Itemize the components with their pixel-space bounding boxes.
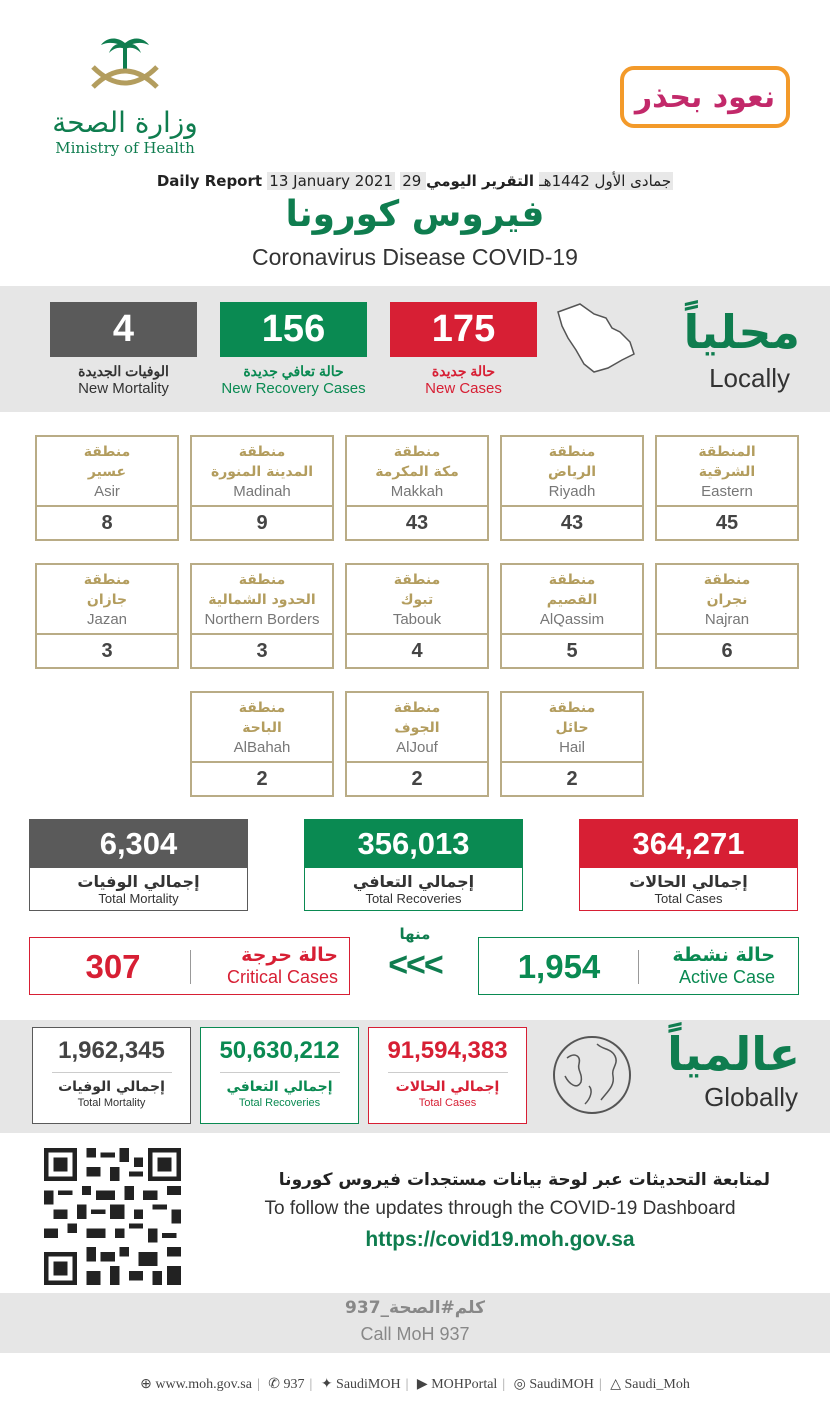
total-recoveries-card [304, 819, 523, 911]
new-cases-value: 175 [390, 302, 537, 357]
new-cases-label-en: New Cases [425, 380, 502, 397]
new-recovery-label-en: New Recovery Cases [221, 380, 366, 397]
page-title-en: Coronavirus Disease COVID-19 [252, 244, 578, 270]
new-mortality-label-en: New Mortality [78, 380, 169, 397]
critical-cases-card [29, 937, 350, 995]
new-recovery-label-ar: حالة تعافي جديدة [243, 363, 344, 379]
critical-cases-value: 307 [85, 948, 141, 985]
divider [638, 950, 639, 984]
palm-swords-emblem-icon [75, 35, 175, 97]
region-name-en: AlQassim [539, 611, 605, 628]
region-name-en: Northern Borders [204, 611, 320, 628]
region-name-ar: القصيم [546, 592, 598, 608]
region-value: 43 [405, 512, 429, 534]
globe-small-icon: ⊕ [140, 1377, 152, 1392]
total-mortality-label-en: Total Mortality [98, 891, 179, 906]
gregorian-date: 13 January 2021 [269, 172, 393, 190]
total-cases-card [579, 819, 798, 911]
total-recoveries-label-en: Total Recoveries [365, 891, 462, 906]
global-recoveries-value: 50,630,212 [219, 1037, 340, 1064]
region-prefix: منطقة [548, 572, 596, 588]
total-mortality-value: 6,304 [30, 820, 247, 868]
active-cases-value: 1,954 [517, 948, 601, 985]
region-name-ar: مكة المكرمة [375, 464, 459, 480]
global-mortality-label-ar: إجمالي الوفيات [58, 1079, 165, 1095]
dashboard-link[interactable]: https://covid19.moh.gov.sa [365, 1228, 635, 1251]
page-title-ar: فيروس كورونا [285, 194, 545, 235]
campaign-logo [620, 66, 790, 128]
global-cases-card [368, 1027, 527, 1124]
region-card [500, 691, 644, 797]
region-card [345, 435, 489, 541]
region-name-ar: نجران [706, 592, 748, 608]
region-name-en: Jazan [86, 611, 128, 628]
twitter-link[interactable]: SaudiMOH [336, 1377, 401, 1392]
new-mortality-label-ar: الوفيات الجديدة [78, 363, 169, 379]
region-prefix: منطقة [548, 700, 596, 716]
divider [220, 1072, 340, 1073]
region-prefix: منطقة [238, 444, 286, 460]
footer-links: ⊕ www.moh.gov.sa | ✆ 937 | ✦ SaudiMOH | ▶ MOHPortal | ◎ SaudiMOH | △ Saudi_Moh [140, 1377, 690, 1392]
critical-cases-label-ar: حالة حرجة [241, 944, 338, 966]
call-hashtag-ar: كلم#الصحة_937 [345, 1298, 485, 1318]
snapchat-link[interactable]: Saudi_Moh [624, 1377, 690, 1392]
moh-logo [40, 35, 210, 155]
locally-label-ar: محلياً [683, 305, 800, 359]
report-date-line [0, 172, 830, 190]
region-value: 9 [256, 512, 268, 534]
active-cases-card [478, 937, 799, 995]
of-which-label: منها [399, 925, 431, 943]
region-name-en: AlJouf [396, 739, 438, 756]
region-value: 8 [101, 512, 113, 534]
region-name-ar: عسير [87, 464, 127, 480]
call-text-en: Call MoH 937 [360, 1324, 470, 1344]
region-card [190, 691, 334, 797]
phone-icon: ✆ [268, 1377, 280, 1392]
region-prefix: منطقة [238, 700, 286, 716]
region-name-en: Makkah [390, 483, 444, 500]
total-mortality-label-ar: إجمالي الوفيات [77, 872, 200, 891]
region-card [655, 435, 799, 541]
qr-code-icon[interactable] [44, 1148, 181, 1285]
region-value: 2 [411, 768, 423, 790]
divider [388, 1072, 508, 1073]
region-value: 2 [566, 768, 578, 790]
region-name-ar: جازان [86, 592, 128, 608]
region-card [500, 563, 644, 669]
global-recoveries-label-en: Total Recoveries [238, 1097, 321, 1109]
total-recoveries-label-ar: إجمالي التعافي [352, 872, 475, 891]
active-cases-label [649, 944, 775, 988]
campaign-text: نعود بحذر [634, 79, 776, 115]
global-cases-label-en: Total Cases [418, 1097, 477, 1109]
region-value: 3 [256, 640, 268, 662]
region-name-ar: الحدود الشمالية [208, 592, 316, 608]
region-card [500, 435, 644, 541]
region-prefix: منطقة [393, 700, 441, 716]
global-cases-value: 91,594,383 [387, 1037, 508, 1064]
global-mortality-value: 1,962,345 [58, 1037, 165, 1064]
region-prefix: منطقة [393, 444, 441, 460]
critical-cases-label [200, 944, 338, 988]
region-card [190, 563, 334, 669]
global-recoveries-card [200, 1027, 359, 1124]
region-prefix: منطقة [393, 572, 441, 588]
total-mortality-card [29, 819, 248, 911]
youtube-link[interactable]: MOHPortal [431, 1377, 498, 1392]
saudi-map-icon [550, 298, 640, 378]
region-name-ar: الشرقية [698, 464, 756, 480]
region-name-ar: حائل [555, 720, 589, 736]
region-prefix: المنطقة [698, 444, 756, 460]
new-cases-label-ar: حالة جديدة [431, 363, 496, 379]
region-name-ar: تبوك [400, 592, 434, 608]
region-card [35, 435, 179, 541]
dashboard-text-en: To follow the updates through the COVID-19 Dashboard [264, 1198, 736, 1219]
snapchat-icon: △ [610, 1377, 622, 1392]
region-name-en: Asir [94, 483, 120, 500]
region-value: 4 [411, 640, 423, 662]
moh-name-en: Ministry of Health [55, 139, 195, 157]
global-cases-label-ar: إجمالي الحالات [395, 1079, 500, 1095]
total-cases-label-en: Total Cases [654, 891, 723, 906]
region-name-en: AlBahah [233, 739, 291, 756]
region-value: 3 [101, 640, 113, 662]
locally-label-en: Locally [709, 363, 790, 393]
active-cases-label-en: Active Case [678, 967, 775, 987]
region-card [345, 563, 489, 669]
globally-label-ar: عالمياً [667, 1027, 800, 1081]
region-card [190, 435, 334, 541]
region-prefix: منطقة [703, 572, 751, 588]
region-name-en: Hail [559, 739, 585, 756]
new-cases-label [390, 362, 537, 398]
region-prefix: منطقة [83, 444, 131, 460]
region-name-en: Madinah [233, 483, 291, 500]
new-recovery-value: 156 [220, 302, 367, 357]
total-cases-value: 364,271 [580, 820, 797, 868]
instagram-link[interactable]: SaudiMOH [529, 1377, 594, 1392]
region-card [345, 691, 489, 797]
critical-cases-label-en: Critical Cases [226, 967, 338, 987]
total-recoveries-value: 356,013 [305, 820, 522, 868]
region-value: 43 [560, 512, 584, 534]
region-prefix: منطقة [548, 444, 596, 460]
region-name-en: Eastern [701, 483, 753, 500]
region-name-ar: المدينة المنورة [210, 464, 314, 480]
website-link[interactable]: www.moh.gov.sa [155, 1377, 252, 1392]
region-prefix: منطقة [238, 572, 286, 588]
region-value: 6 [721, 640, 733, 662]
active-cases-label-ar: حالة نشطة [672, 944, 775, 966]
youtube-icon: ▶ [416, 1377, 428, 1392]
global-mortality-card [32, 1027, 191, 1124]
twitter-icon: ✦ [320, 1377, 333, 1392]
new-mortality-label [40, 362, 207, 398]
region-prefix: منطقة [83, 572, 131, 588]
instagram-icon: ◎ [513, 1377, 526, 1392]
region-name-ar: الباحة [242, 720, 282, 736]
region-name-ar: الرياض [547, 464, 597, 480]
globally-label-en: Globally [704, 1082, 798, 1112]
dashboard-text-ar: لمتابعة التحديثات عبر لوحة بيانات مستجدات فيروس كورونا [278, 1170, 770, 1190]
new-recovery-label [205, 362, 382, 398]
region-name-en: Tabouk [392, 611, 442, 628]
new-mortality-value: 4 [50, 302, 197, 357]
divider [190, 950, 191, 984]
arrows-icon: <<< [388, 946, 442, 984]
region-name-en: Najran [704, 611, 750, 628]
region-value: 2 [256, 768, 268, 790]
moh-name-ar: وزارة الصحة [52, 106, 198, 139]
globe-icon [551, 1034, 633, 1116]
global-recoveries-label-ar: إجمالي التعافي [226, 1079, 333, 1095]
total-cases-label-ar: إجمالي الحالات [629, 872, 748, 891]
region-card [655, 563, 799, 669]
hijri-date: 29 جمادى الأول 1442هـ [402, 172, 672, 190]
report-label-en: Daily Report [156, 172, 263, 190]
region-name-en: Riyadh [548, 483, 596, 500]
region-name-ar: الجوف [394, 720, 440, 736]
global-mortality-label-en: Total Mortality [77, 1097, 146, 1109]
phone-link[interactable]: 937 [283, 1377, 305, 1392]
region-card [35, 563, 179, 669]
divider [52, 1072, 172, 1073]
report-label-ar: التقرير اليومي [426, 172, 535, 190]
region-value: 5 [566, 640, 578, 662]
region-value: 45 [715, 512, 739, 534]
